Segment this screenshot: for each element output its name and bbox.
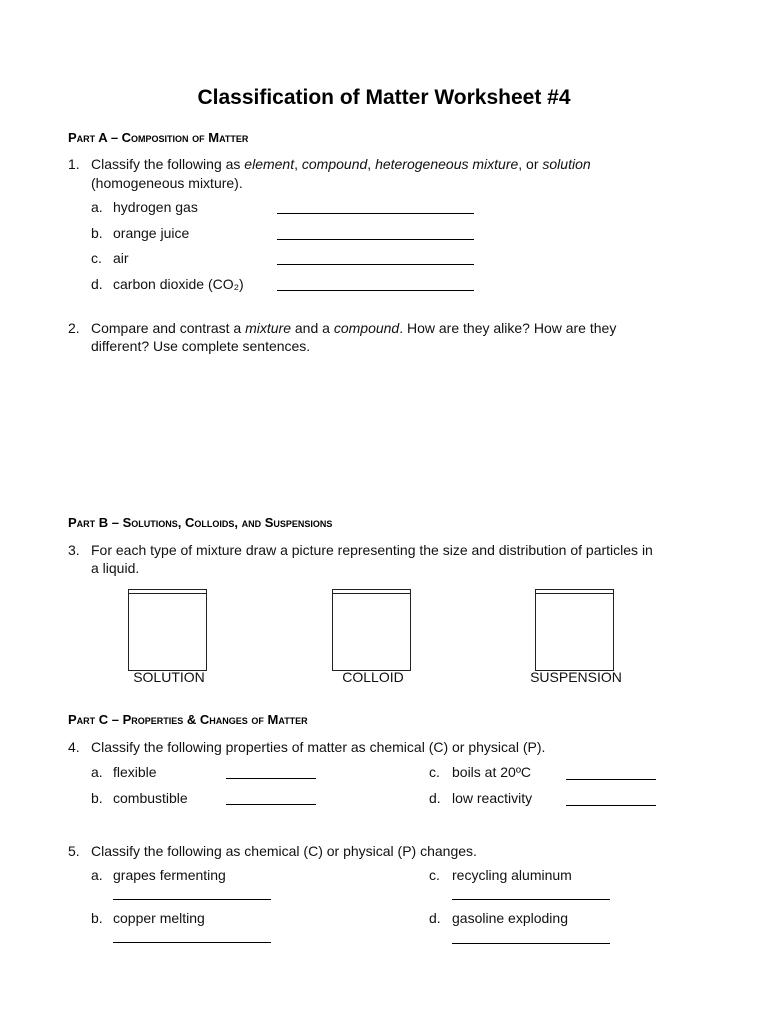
q4-item-text: low reactivity — [452, 790, 533, 806]
q5-answer-blank[interactable] — [452, 943, 610, 944]
question-2-text-line2: different? Use complete sentences. — [91, 338, 311, 354]
q1-answer-blank[interactable] — [277, 213, 474, 214]
q4-answer-blank[interactable] — [226, 778, 316, 779]
question-5-number: 5. — [68, 843, 80, 859]
question-3-text: For each type of mixture draw a picture representing the size and distribution of particles in — [91, 542, 653, 558]
q5-item-text: grapes fermenting — [113, 867, 226, 883]
q1-term-heterogeneous-mixture: heterogeneous mixture — [375, 156, 519, 172]
q1-item-text: hydrogen gas — [113, 199, 198, 215]
q1-answer-blank[interactable] — [277, 239, 474, 240]
question-1-number: 1. — [68, 156, 80, 172]
q1-item-letter: c. — [91, 250, 102, 266]
question-4-text: Classify the following properties of matter as chemical (C) or physical (P). — [91, 739, 546, 755]
q1-item-text: orange juice — [113, 225, 190, 241]
part-c-heading: Part C – Properties & Changes of Matter — [68, 712, 308, 727]
q5-answer-blank[interactable] — [113, 899, 271, 900]
q5-item-letter: d. — [429, 910, 441, 926]
q5-answer-blank[interactable] — [113, 942, 271, 943]
q1-term-solution: solution — [542, 156, 591, 172]
q5-item-letter: a. — [91, 867, 103, 883]
q1-text-part: , or — [518, 156, 543, 172]
q2-text-part: and a — [291, 320, 334, 336]
colloid-drawing-box[interactable] — [332, 594, 411, 671]
question-4-number: 4. — [68, 739, 80, 755]
solution-drawing-box[interactable] — [128, 594, 207, 671]
page-title: Classification of Matter Worksheet #4 — [197, 86, 571, 109]
part-a-heading: Part A – Composition of Matter — [68, 130, 249, 145]
question-3-text-line2: a liquid. — [91, 560, 140, 576]
q4-answer-blank[interactable] — [566, 779, 656, 780]
q4-item-text: boils at 20ºC — [452, 764, 532, 780]
q4-answer-blank[interactable] — [566, 805, 656, 806]
q4-answer-blank[interactable] — [226, 804, 316, 805]
q4-item-text: combustible — [113, 790, 188, 806]
solution-label: SOLUTION — [133, 669, 205, 685]
question-2-text — [91, 319, 616, 337]
q1-term-element: element — [244, 156, 295, 172]
q2-text-part: Compare and contrast a — [91, 320, 246, 336]
question-2-number: 2. — [68, 320, 80, 336]
q1-item-letter: b. — [91, 225, 103, 241]
colloid-label: COLLOID — [342, 669, 404, 685]
question-1-text — [91, 155, 591, 173]
suspension-drawing-box[interactable] — [535, 594, 614, 671]
q4-item-letter: b. — [91, 790, 103, 806]
q5-answer-blank[interactable] — [452, 899, 610, 900]
question-1-text-line2: (homogeneous mixture). — [91, 175, 243, 191]
q5-item-letter: b. — [91, 910, 103, 926]
q1-text-part: , — [294, 156, 302, 172]
question-5-text: Classify the following as chemical (C) or physical (P) changes. — [91, 843, 477, 859]
q5-item-text: copper melting — [113, 910, 205, 926]
q5-item-letter: c. — [429, 867, 440, 883]
q1-item-text: air — [113, 250, 129, 266]
q2-term-mixture: mixture — [245, 320, 291, 336]
q4-item-letter: a. — [91, 764, 103, 780]
suspension-label: SUSPENSION — [530, 669, 622, 685]
q1-answer-blank[interactable] — [277, 290, 474, 291]
q1-answer-blank[interactable] — [277, 264, 474, 265]
q1-text-part: , — [367, 156, 376, 172]
q5-item-text: gasoline exploding — [452, 910, 568, 926]
q1-item-letter: a. — [91, 199, 103, 215]
q2-text-part: . How are they alike? How are they — [399, 320, 617, 336]
q2-term-compound: compound — [333, 320, 400, 336]
q5-item-text: recycling aluminum — [452, 867, 572, 883]
question-3-number: 3. — [68, 542, 80, 558]
q4-item-letter: c. — [429, 764, 440, 780]
q1-term-compound: compound — [301, 156, 368, 172]
q1-item-letter: d. — [91, 276, 103, 292]
q1-item-text: carbon dioxide (CO₂) — [113, 276, 244, 292]
q4-item-text: flexible — [113, 764, 157, 780]
part-b-heading: Part B – Solutions, Colloids, and Suspensions — [68, 515, 333, 530]
q1-text-part: Classify the following as — [91, 156, 245, 172]
q4-item-letter: d. — [429, 790, 441, 806]
